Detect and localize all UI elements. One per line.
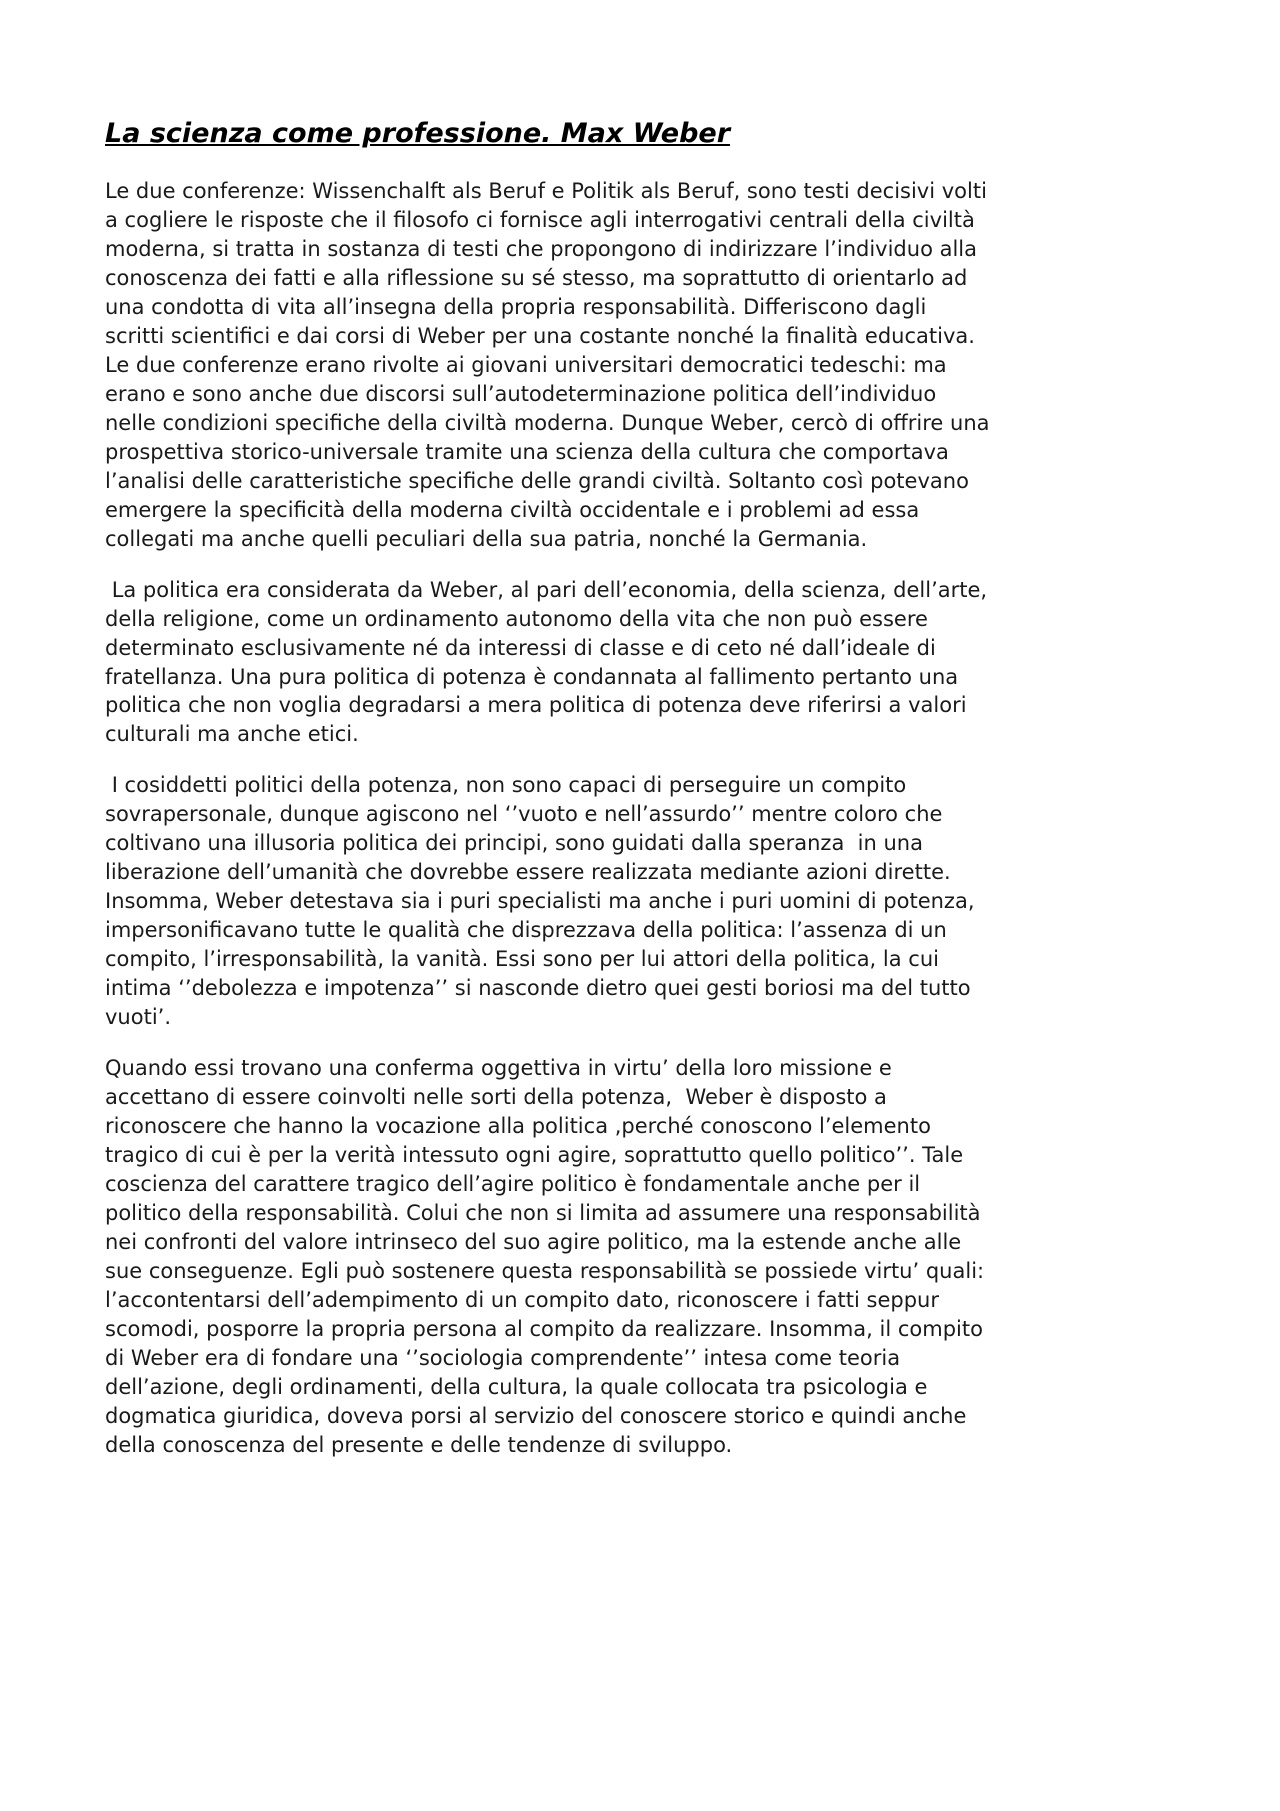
paragraph-1: Le due conferenze: Wissenchalft als Beruf e Politik als Beruf, sono testi decisivi volti a cogliere le risposte che il filosofo ci fornisce agli interrogativi centrali della civiltà moderna, si tratta in sostanza di testi che propongono di indirizzare l’individuo alla conoscenza dei fatti e alla riflessione su sé stesso, ma soprattutto di orientarlo ad una condotta di vita all’insegna della propria responsabilità. Differiscono dagli scritti scientifici e dai corsi di Weber per una costante nonché la finalità educativa. Le due conferenze erano rivolte ai giovani universitari democratici tedeschi: ma erano e sono anche due discorsi sull’autodeterminazione politica dell’individuo nelle condizioni specifiche della civiltà moderna. Dunque Weber, cercò di offrire una prospettiva storico-universale tramite una scienza della cultura che comportava l’analisi delle caratteristiche specifiche delle grandi civiltà. Soltanto così potevano emergere la specificità della moderna civiltà occidentale e i problemi ad essa collegati ma anche quelli peculiari della sua patria, nonché la Germania. <box>105 179 997 551</box>
document-title: La scienza come professione. Max Weber <box>105 118 731 149</box>
paragraph-2: La politica era considerata da Weber, al pari dell’economia, della scienza, dell’arte, della religione, come un ordinamento autonomo della vita che non può essere determinato esclusivamente né da interessi di classe e di ceto né dall’ideale di fratellanza. Una pura politica di potenza è condannata al fallimento pertanto una politica che non voglia degradarsi a mera politica di potenza deve riferirsi a valori culturali ma anche etici. <box>105 577 994 747</box>
paragraph-3: I cosiddetti politici della potenza, non sono capaci di perseguire un compito sovrapersonale, dunque agiscono nel ‘’vuoto e nell’assurdo’’ mentre coloro che coltivano una illusoria politica dei principi, sono guidati dalla speranza in una liberazione dell’umanità che dovrebbe essere realizzata mediante azioni dirette. Insomma, Weber detestava sia i puri specialisti ma anche i puri uomini di potenza, impersonificavano tutte le qualità che disprezzava della politica: l’assenza di un compito, l’irresponsabilità, la vanità. Essi sono per lui attori della politica, la cui intima ‘’debolezza e impotenza’’ si nasconde dietro quei gesti boriosi ma del tutto vuoti’. <box>105 773 982 1030</box>
paragraph-4: Quando essi trovano una conferma oggettiva in virtu’ della loro missione e accettano di essere coinvolti nelle sorti della potenza, Weber è disposto a riconoscere che hanno la vocazione alla politica ,perché conoscono l’elemento tragico di cui è per la verità intessuto ogni agire, soprattutto quello politico’’. Tale coscienza del carattere tragico dell’agire politico è fondamentale anche per il politico della responsabilità. Colui che non si limita ad assumere una responsabilità nei confronti del valore intrinseco del suo agire politico, ma la estende anche alle sue conseguenze. Egli può sostenere questa responsabilità se possiede virtu’ quali: l’accontentarsi dell’adempimento di un compito dato, riconoscere i fatti seppur scomodi, posporre la propria persona al compito da realizzare. Insomma, il compito di Weber era di fondare una ‘’sociologia comprendente’’ intesa come teoria dell’azione, degli ordinamenti, della cultura, la quale collocata tra psicologia e dogmatica giuridica, doveva porsi al servizio del conoscere storico e quindi anche della conoscenza del presente e delle tendenze di sviluppo. <box>105 1056 991 1457</box>
